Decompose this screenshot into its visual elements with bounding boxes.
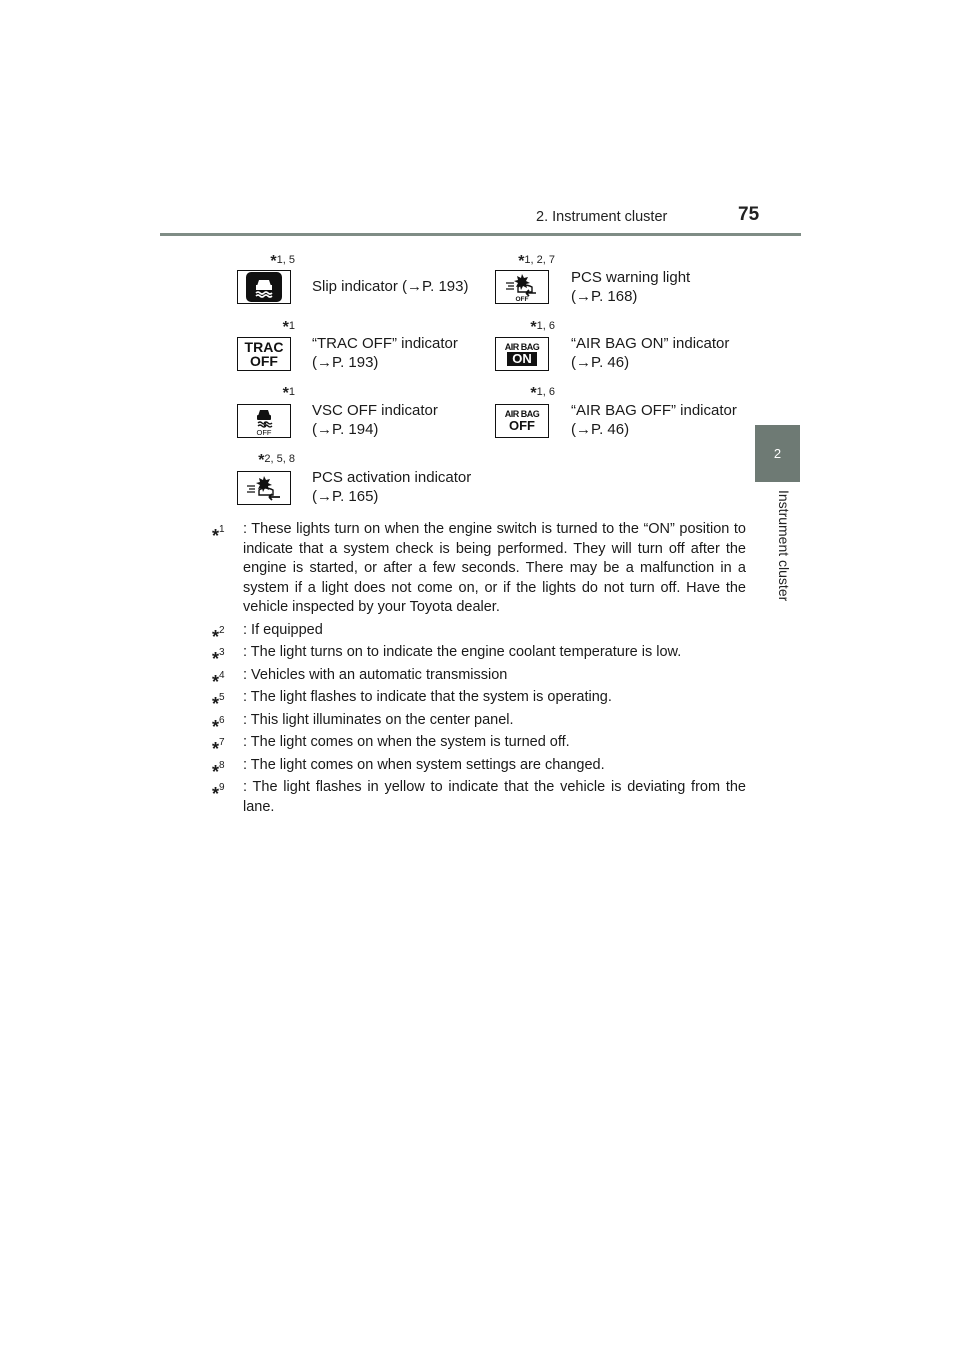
- header-divider: [160, 233, 801, 236]
- trac-off-desc: “TRAC OFF” indicator (→P. 193): [312, 335, 458, 371]
- pcs-warning-icon: [495, 270, 549, 304]
- footnote-ref: *2, 5, 8: [258, 452, 295, 469]
- slip-indicator-icon: [237, 270, 291, 304]
- footnote: *$^2$ : If equipped: [212, 621, 323, 647]
- footnote: *$^4$ : Vehicles with an automatic transmission: [212, 666, 508, 692]
- svg-text:OFF: OFF: [515, 296, 529, 302]
- footnote-ref: *1, 2, 7: [518, 253, 555, 270]
- footnote: *$^1$ : These lights turn on when the engine switch is turned to the “ON” position to indicate that a system check is being performed. They will turn off after the engine is started, or after a few seconds. There may be a malfunction in a system if a light does not come on, or if the lights do not turn off. Have the vehicle inspected by your Toyota dealer.: [212, 521, 746, 615]
- footnote: *$^6$ : This light illuminates on the center panel.: [212, 711, 514, 737]
- chapter-label: Instrument cluster: [776, 490, 792, 602]
- trac-off-icon: TRAC OFF: [237, 337, 291, 371]
- footnote-ref: *1, 6: [530, 319, 555, 336]
- footnote-ref: *1: [282, 319, 295, 336]
- vsc-off-icon: [237, 404, 291, 438]
- footnote-ref: *1: [282, 385, 295, 402]
- footnote: *$^5$ : The light flashes to indicate that the system is operating.: [212, 689, 612, 714]
- footnote: *$^8$ : The light comes on when system settings are changed.: [212, 756, 605, 782]
- pcs-activation-desc: PCS activation indicator (→P. 165): [312, 469, 472, 505]
- air-bag-on-icon: AIR BAG ON: [495, 337, 549, 371]
- footnote-ref: *1, 5: [270, 253, 295, 270]
- air-bag-on-desc: “AIR BAG ON” indicator (→P. 46): [571, 335, 730, 371]
- air-bag-off-icon: AIR BAG OFF: [495, 404, 549, 438]
- vsc-off-desc: VSC OFF indicator (→P. 194): [312, 402, 438, 438]
- footnote: *$^3$ : The light turns on to indicate the engine coolant temperature is low.: [212, 644, 682, 669]
- svg-text:OFF: OFF: [256, 428, 272, 436]
- page-number: 75: [738, 204, 760, 225]
- footnote: *$^9$ : The light flashes in yellow to indicate that the vehicle is deviating from the lane.: [212, 779, 746, 815]
- air-bag-off-desc: “AIR BAG OFF” indicator (→P. 46): [571, 402, 737, 438]
- section-title: 2. Instrument cluster: [536, 209, 668, 225]
- footnote-ref: *1, 6: [530, 385, 555, 402]
- chapter-tab: 2: [755, 425, 800, 482]
- footnote: *$^7$ : The light comes on when the system is turned off.: [212, 734, 570, 759]
- slip-indicator-desc: Slip indicator (→P. 193): [312, 278, 469, 295]
- footnotes: [212, 520, 746, 820]
- pcs-activation-icon: [237, 471, 291, 505]
- pcs-warning-desc: PCS warning light (→P. 168): [571, 269, 691, 305]
